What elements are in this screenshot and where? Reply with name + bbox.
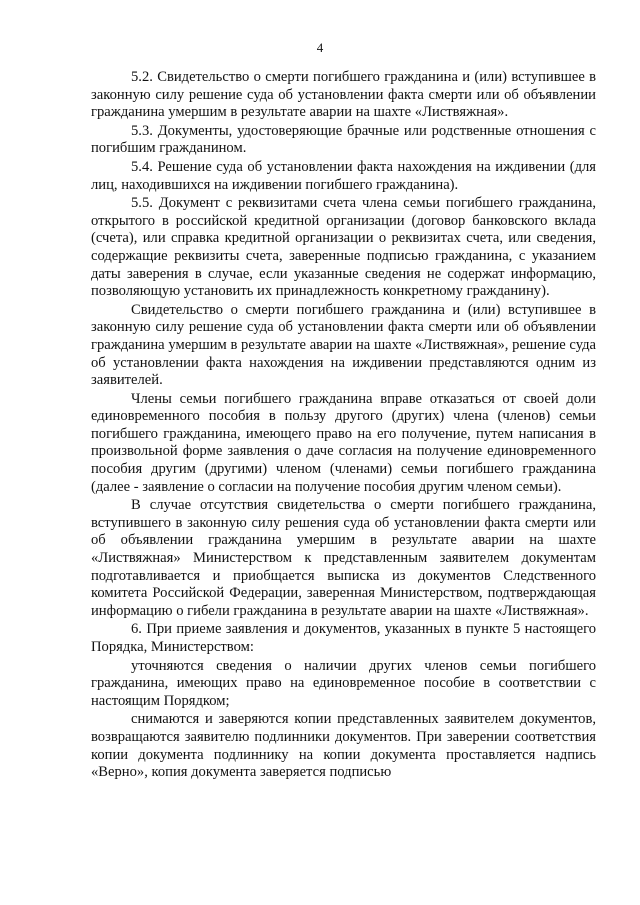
paragraph-6-clarify: уточняются сведения о наличии других членов семьи погибшего гражданина, имеющих право на единовременное пособие в соответствии с настоящим Порядком;	[91, 657, 596, 709]
document-body	[91, 69, 596, 783]
paragraph-no-certificate: В случае отсутствия свидетельства о смерти погибшего гражданина, вступившего в законную силу решения суда об установлении факта смерти или об объявлении гражданина умершим в результате аварии на шахте «Листвяжная» Министерством к представленным заявителем документам подготавливается и приобщается выписка из документов Следственного комитета Российской Федерации, заверенная Министерством, подтверждающая информацию о гибели гражданина в результате аварии на шахте «Листвяжная».	[91, 497, 596, 619]
paragraph-6: 6. При приеме заявления и документов, указанных в пункте 5 настоящего Порядка, Министерством:	[91, 621, 596, 655]
paragraph-5-2: 5.2. Свидетельство о смерти погибшего гражданина и (или) вступившее в законную силу решение суда об установлении факта смерти или об объявлении гражданина умершим в результате аварии на шахте «Листвяжная».	[91, 69, 596, 121]
paragraph-6-copies: снимаются и заверяются копии представленных заявителем документов, возвращаются заявителю подлинники документов. При заверении соответствия копии документа подлиннику на копии документа проставляется надпись «Верно», копия документа заверяется подписью	[91, 711, 596, 781]
paragraph-5-4: 5.4. Решение суда об установлении факта нахождения на иждивении (для лиц, находившихся на иждивении погибшего гражданина).	[91, 158, 596, 193]
page-number: 4	[316, 40, 324, 55]
paragraph-family-waiver: Члены семьи погибшего гражданина вправе отказаться от своей доли единовременного пособия в пользу другого (других) члена (членов) семьи погибшего гражданина, имеющего право на его получение, путем написания в произвольной форме заявления о даче согласия на получение единовременного пособия другим (другими) членом (членами) семьи погибшего гражданина (далее - заявление о согласии на получение пособия другим членом семьи).	[91, 390, 596, 495]
paragraph-5-3: 5.3. Документы, удостоверяющие брачные или родственные отношения с погибшим гражданином.	[91, 122, 596, 157]
paragraph-death-certificate: Свидетельство о смерти погибшего гражданина и (или) вступившее в законную силу решение суда об установлении факта смерти или об объявлении гражданина умершим в результате аварии на шахте «Листвяжная», решение суда об установлении факта нахождения на иждивении представляются одним из заявителей.	[91, 301, 596, 389]
paragraph-5-5: 5.5. Документ с реквизитами счета члена семьи погибшего гражданина, открытого в российской кредитной организации (договор банковского вклада (счета), или справка кредитной организации о реквизитах счета, или сведения, содержащие реквизиты счета, заверенные подписью гражданина, с указанием даты заверения в случае, если указанные сведения не содержат информацию, позволяющую установить их принадлежность конкретному гражданину).	[91, 195, 596, 300]
